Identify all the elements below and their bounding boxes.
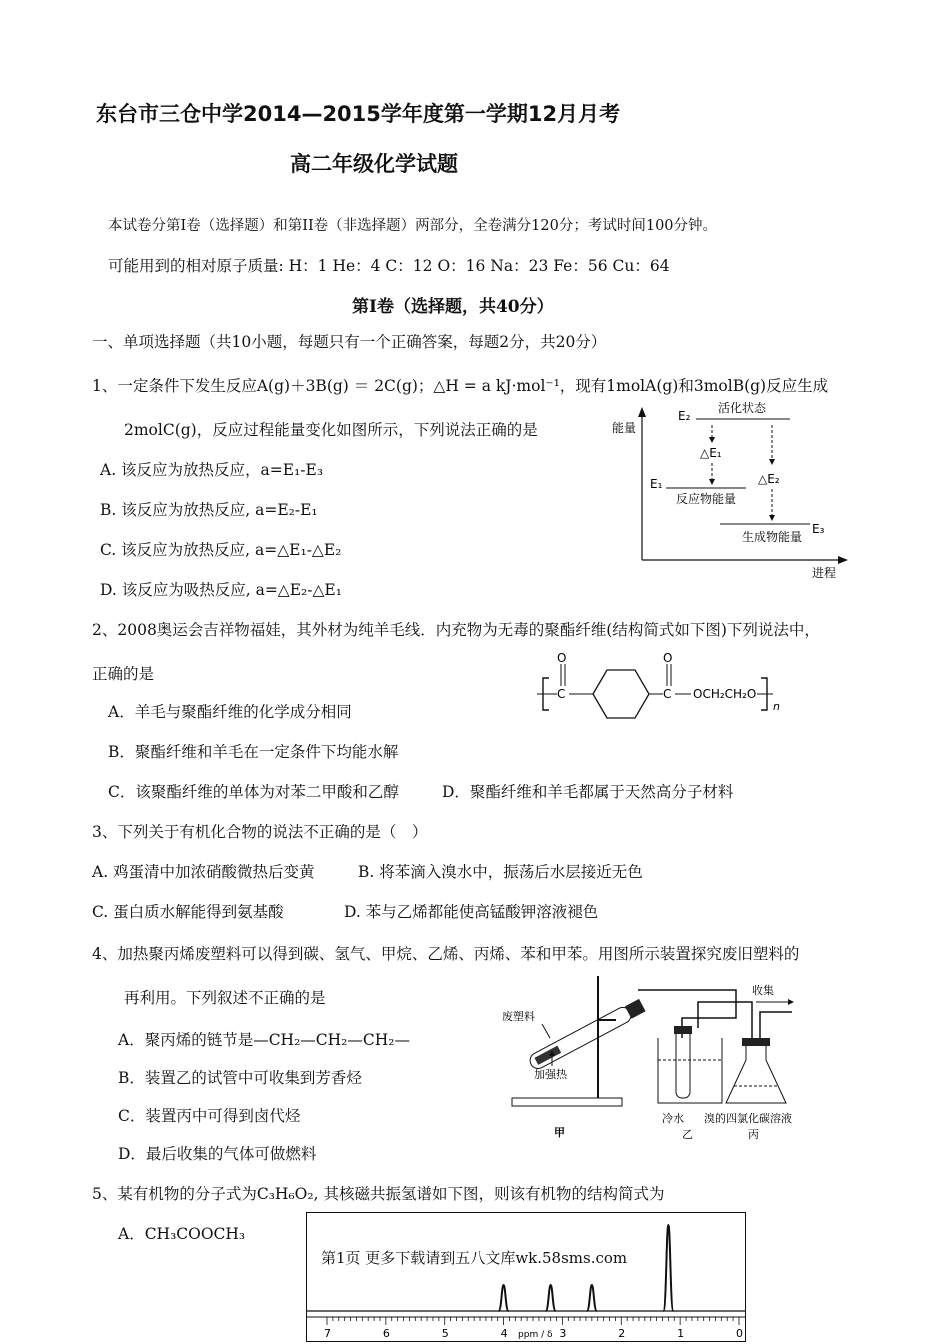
q2-stem-line1: 2、2008奥运会吉祥物福娃，其外材为纯羊毛线．内充物为无毒的聚酯纤维(结构简式如下图)下列说法中，	[92, 621, 820, 639]
carbonyl-o2: O	[663, 651, 673, 665]
apparatus-bing-label: 丙	[748, 1128, 759, 1141]
de2-arrow-top-icon	[769, 459, 775, 465]
x-axis-arrow-icon	[838, 556, 848, 564]
q5-option-a: A．CH₃COOCH₃	[118, 1225, 246, 1243]
q5-stem: 5、某有机物的分子式为C₃H₆O₂, 其核磁共振氢谱如下图，则该有机物的结构简式为	[92, 1185, 665, 1203]
bromine-solution-label: 溴的四氯化碳溶液	[704, 1112, 792, 1125]
test-tube-yi	[676, 1028, 690, 1098]
q1-option-d: D. 该反应为吸热反应, a=△E₂-△E₁	[100, 581, 342, 599]
carbonyl-c2: C	[663, 687, 672, 701]
carbonyl-c1: C	[557, 687, 566, 701]
de1-label: △E₁	[700, 446, 722, 460]
q4-option-a: A．聚丙烯的链节是—CH₂—CH₂—CH₂—	[118, 1031, 410, 1049]
benzene-ring	[593, 670, 649, 718]
nmr-peak	[546, 1285, 556, 1311]
nmr-tick-label: 3	[559, 1327, 567, 1340]
q4-stem-line2: 再利用。下列叙述不正确的是	[124, 989, 326, 1007]
nmr-tick-label: 4	[500, 1327, 508, 1340]
delivery-tube-2	[698, 1002, 752, 1038]
energy-diagram	[600, 395, 850, 585]
repeat-n: n	[773, 700, 780, 713]
x-axis-label: 进程	[812, 566, 837, 580]
e2-label: E₂	[678, 409, 691, 423]
flask-bing	[726, 1044, 786, 1103]
gas-outlet-tube	[760, 1012, 792, 1038]
q1-option-a: A. 该反应为放热反应，a=E₁-E₃	[100, 461, 324, 479]
heat-label: 加强热	[534, 1068, 567, 1081]
de1-arrow-bottom-icon	[709, 479, 715, 485]
polyester-structure	[535, 648, 795, 728]
q3-option-a: A. 鸡蛋清中加浓硝酸微热后变黄	[92, 863, 315, 881]
atomic-mass-line: 可能用到的相对原子质量: H：1 He：4 C：12 O：16 Na：23 Fe：56 Cu：64	[108, 257, 670, 275]
apparatus-yi-label: 乙	[682, 1128, 693, 1141]
q1-option-c: C. 该反应为放热反应, a=△E₁-△E₂	[100, 541, 342, 559]
exam-title: 东台市三仓中学2014—2015学年度第一学期12月月考	[96, 102, 621, 126]
q1-option-b: B. 该反应为放热反应, a=E₂-E₁	[100, 501, 318, 519]
q2-option-a: A．羊毛与聚酯纤维的化学成分相同	[108, 703, 352, 721]
y-axis-label: 能量	[612, 421, 637, 435]
exam-subtitle: 高二年级化学试题	[290, 152, 458, 176]
nmr-tick-label: 7	[324, 1327, 331, 1340]
pyrolysis-apparatus	[490, 968, 820, 1148]
section-title: 第Ⅰ卷（选择题，共40分）	[352, 297, 554, 317]
y-axis-arrow-icon	[638, 407, 646, 417]
q2-option-c: C．该聚酯纤维的单体为对苯二甲酸和乙醇	[108, 783, 399, 801]
de2-label: △E₂	[758, 472, 780, 486]
flask-stopper	[742, 1038, 770, 1046]
plastic-pointer	[542, 1024, 550, 1038]
plastic-label: 废塑料	[502, 1010, 535, 1023]
q3-option-b: B. 将苯滴入溴水中，振荡后水层接近无色	[358, 863, 643, 881]
section-instructions: 一、单项选择题（共10小题，每题只有一个正确答案，每题2分，共20分）	[92, 333, 607, 351]
nmr-tick-label: 5	[441, 1327, 449, 1340]
q2-stem-line2: 正确的是	[92, 665, 155, 683]
carbonyl-o1: O	[557, 651, 567, 665]
nmr-peak	[499, 1285, 509, 1311]
nmr-spectrum	[306, 1212, 746, 1342]
q3-option-c: C. 蛋白质水解能得到氨基酸	[92, 903, 284, 921]
nmr-peak	[587, 1285, 597, 1311]
collect-label: 收集	[752, 984, 774, 997]
de2-arrow-bottom-icon	[769, 515, 775, 521]
q4-option-c: C．装置丙中可得到卤代烃	[118, 1107, 301, 1125]
q1-stem-line2: 2molC(g)，反应过程能量变化如图所示，下列说法正确的是	[124, 421, 538, 439]
e3-label: E₃	[812, 522, 825, 536]
nmr-plot	[307, 1213, 745, 1341]
page-footer: 第1页 更多下载请到五八文库wk.58sms.com	[321, 1249, 628, 1267]
q3-stem: 3、下列关于有机化合物的说法不正确的是（ ）	[92, 823, 428, 841]
stand-base	[512, 1098, 622, 1106]
q4-option-b: B．装置乙的试管中可收集到芳香烃	[118, 1069, 362, 1087]
q2-option-b: B．聚酯纤维和羊毛在一定条件下均能水解	[108, 743, 399, 761]
cold-water-label: 冷水	[662, 1112, 684, 1125]
nmr-tick-label: 1	[677, 1327, 685, 1340]
nmr-peak	[663, 1225, 673, 1311]
reactant-energy-label: 反应物能量	[676, 492, 737, 506]
q3-option-d: D. 苯与乙烯都能使高锰酸钾溶液褪色	[344, 903, 599, 921]
q4-option-d: D．最后收集的气体可做燃料	[118, 1145, 317, 1163]
ester-chain: OCH₂CH₂O	[693, 687, 757, 701]
nmr-tick-label: 2	[618, 1327, 626, 1340]
q1-stem-line1: 1、一定条件下发生反应A(g)＋3B(g) ＝ 2C(g)；△H = a kJ·mol⁻¹，现有1molA(g)和3molB(g)反应生成	[92, 377, 829, 395]
q2-option-d: D．聚酯纤维和羊毛都属于天然高分子材料	[442, 783, 734, 801]
apparatus-jia-label: 甲	[554, 1126, 565, 1139]
tube-stopper	[625, 999, 646, 1019]
de1-arrow-top-icon	[709, 437, 715, 443]
nmr-tick-label: ppm / δ	[518, 1330, 553, 1340]
nmr-tick-label: 0	[736, 1327, 743, 1340]
product-energy-label: 生成物能量	[742, 530, 803, 544]
collect-arrow-icon	[788, 999, 794, 1005]
e1-label: E₁	[650, 477, 663, 491]
plastic-sample	[534, 1046, 561, 1065]
activated-state-label: 活化状态	[718, 401, 767, 415]
exam-intro: 本试卷分第Ⅰ卷（选择题）和第II卷（非选择题）两部分，全卷满分120分；考试时间100分钟。	[108, 218, 718, 234]
test-tube-stopper	[674, 1026, 692, 1034]
nmr-tick-label: 6	[382, 1327, 390, 1340]
q4-stem-line1: 4、加热聚丙烯废塑料可以得到碳、氢气、甲烷、乙烯、丙烯、苯和甲苯。用图所示装置探究废旧塑料的	[92, 945, 800, 963]
